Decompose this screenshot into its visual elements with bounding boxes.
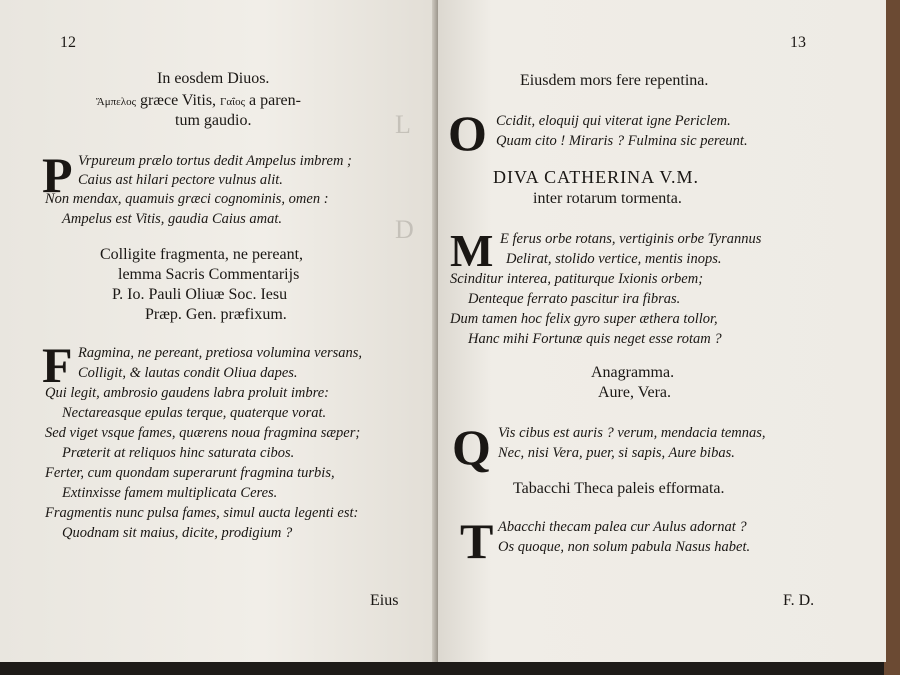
verse-line: Abacchi thecam palea cur Aulus adornat ?	[498, 519, 747, 535]
verse-line: Caius ast hilari pectore vulnus alit.	[78, 172, 283, 188]
verse-line: Nectareasque epulas terque, quaterque vorat.	[62, 405, 327, 421]
bleed-through-L: L	[395, 110, 411, 139]
verse-line: Quodnam sit maius, dicite, prodigium ?	[62, 525, 293, 541]
verse-line: Delirat, stolido vertice, mentis inops.	[506, 251, 722, 267]
section-heading: DIVA CATHERINA V.M.	[493, 167, 700, 187]
table-surface	[0, 660, 900, 675]
subtitle-line	[96, 92, 301, 111]
poem-title: In eosdem Diuos.	[157, 70, 270, 87]
verse-line: Ccidit, eloquij qui viterat igne Periclem.	[496, 113, 731, 129]
verse-line: E ferus orbe rotans, vertiginis orbe Tyrannus	[500, 231, 762, 247]
verse-line: Vrpureum prælo tortus dedit Ampelus imbrem ;	[78, 153, 352, 169]
subtitle-line: tum gaudio.	[175, 112, 252, 129]
verse-line: Præterit at reliquos hinc saturata cibos.	[62, 445, 295, 461]
verse-line: Non mendax, quamuis græci cognominis, omen :	[45, 191, 329, 207]
verse-line: Extinxisse famem multiplicata Ceres.	[62, 485, 278, 501]
page-number: 12	[60, 34, 76, 51]
book-edge	[884, 0, 900, 675]
verse-line: Qui legit, ambrosio gaudens labra proluit imbre:	[45, 385, 329, 401]
right-page	[438, 0, 886, 662]
page-number: 13	[790, 34, 806, 51]
subtitle-text: græce Vitis,	[139, 92, 217, 109]
verse-line: Hanc mihi Fortunæ quis neget esse rotam ?	[468, 331, 722, 347]
drop-cap: O	[448, 105, 487, 161]
verse-line: Scinditur interea, patiturque Ixionis orbem;	[450, 271, 704, 287]
catchword: Eius	[370, 592, 399, 609]
verse-line: Vis cibus est auris ? verum, mendacia temnas,	[498, 425, 766, 441]
heading-line: Colligite fragmenta, ne pereant,	[100, 246, 304, 263]
verse-line: Ferter, cum quondam superarunt fragmina turbis,	[45, 465, 335, 481]
drop-cap: T	[460, 513, 494, 569]
bleed-through-D: D	[395, 215, 414, 244]
verse-line: Sed viget vsque fames, quærens noua fragmina sæper;	[45, 425, 361, 441]
subtitle-text: a paren-	[249, 92, 301, 109]
greek-word: Γαΐος	[220, 96, 245, 108]
heading-line: P. Io. Pauli Oliuæ Soc. Iesu	[112, 286, 288, 303]
verse-line: Colligit, & lautas condit Oliua dapes.	[78, 365, 298, 381]
section-heading: Anagramma.	[591, 364, 675, 381]
verse-line: Os quoque, non solum pabula Nasus habet.	[498, 539, 751, 555]
heading-line: Præp. Gen. præfixum.	[145, 306, 287, 323]
left-page	[0, 0, 438, 662]
drop-cap: Q	[452, 419, 491, 475]
section-subheading: Aure, Vera.	[598, 384, 672, 401]
drop-cap: M	[450, 225, 494, 276]
verse-line: Dum tamen hoc felix gyro super æthera tollor,	[450, 311, 718, 327]
verse-line: Quam cito ! Miraris ? Fulmina sic pereunt.	[496, 133, 748, 149]
verse-line: Ampelus est Vitis, gaudia Caius amat.	[62, 211, 283, 227]
drop-cap: F	[42, 337, 73, 393]
verse-line: Nec, nisi Vera, puer, si sapis, Aure bibas.	[498, 445, 735, 461]
verse-line: Ragmina, ne pereant, pretiosa volumina versans,	[78, 345, 363, 361]
verse-line: Denteque ferrato pascitur ira fibras.	[468, 291, 681, 307]
section-subheading: inter rotarum tormenta.	[533, 190, 682, 207]
drop-cap: P	[42, 147, 73, 203]
catchword: F. D.	[783, 592, 815, 609]
heading-line: lemma Sacris Commentarijs	[118, 266, 300, 283]
section-heading: Tabacchi Theca paleis efformata.	[513, 480, 725, 497]
greek-word: Ἄμπελος	[96, 96, 136, 108]
poem-title: Eiusdem mors fere repentina.	[520, 72, 709, 89]
verse-line: Fragmentis nunc pulsa fames, simul aucta legenti est:	[45, 505, 359, 521]
